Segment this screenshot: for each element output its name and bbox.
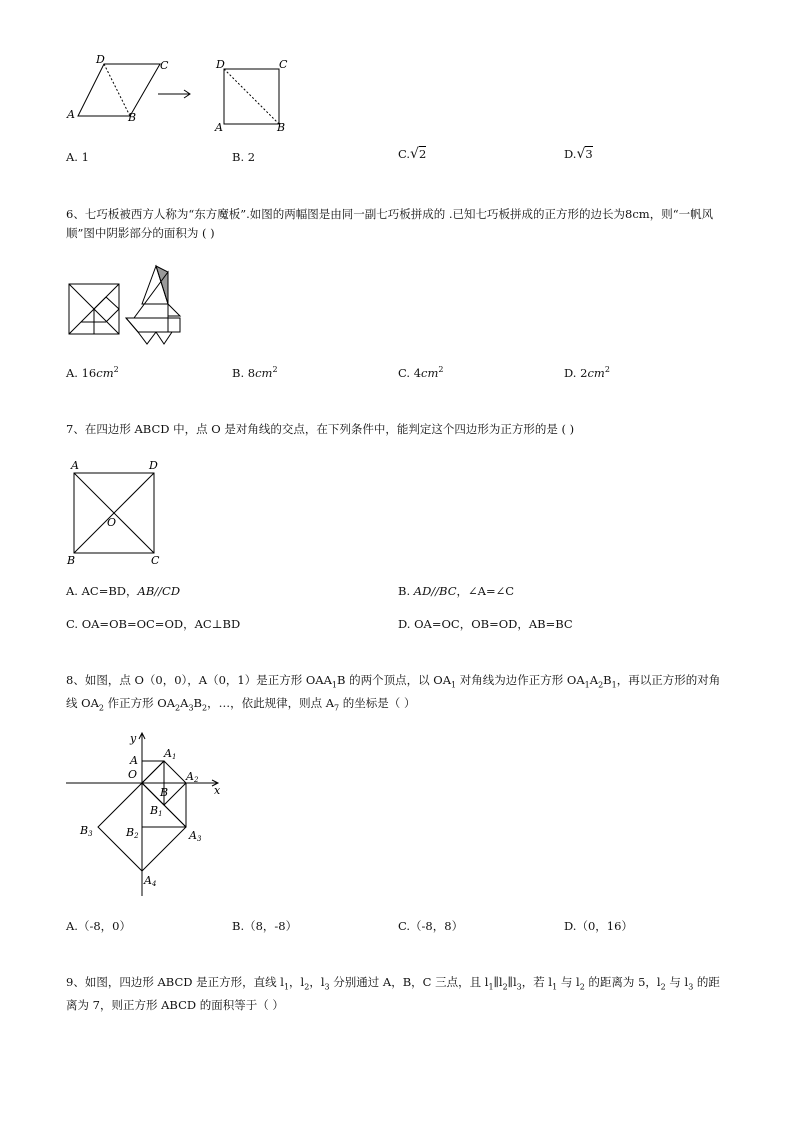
q7-figure: [62, 455, 172, 570]
q5-option-a[interactable]: A. 1: [66, 150, 89, 164]
q8-stem: 8、如图，点 O（0，0），A（0，1）是正方形 $OAA_1B$ 的两个顶点，以 $OA_1$ 对角线为边作正方形 $OA_1A_2B_1$，再以正方形的对角线 $OA_2$ 作正方形 $OA_2A_3B_2$，…，依此规律，则点 $A_7$ 的坐标是（ ）: [66, 673, 721, 713]
svg-text:B: B: [160, 786, 169, 799]
q5-diagonal: [104, 64, 130, 116]
q6-option-d-label: D. 2: [564, 365, 588, 380]
q6-option-b-label: B. 8: [232, 365, 256, 380]
q5-parallelogram: [78, 64, 160, 116]
svg-text:B1: B1: [150, 804, 163, 818]
q5-label-D: D: [96, 53, 105, 66]
q8-figure: [64, 728, 244, 898]
q5-square-diagonal: [224, 69, 279, 124]
q6-option-c[interactable]: C. $4cm^2$: [398, 365, 444, 380]
q5-sq-label-C: C: [279, 58, 288, 71]
q5-sq-label-B: B: [277, 121, 286, 134]
q5-sq-label-D: D: [216, 58, 225, 71]
svg-text:A1: A1: [164, 747, 177, 761]
q8-option-a[interactable]: A.（-8，0）: [66, 919, 131, 933]
q6-figure: [64, 262, 204, 354]
q7-option-d[interactable]: D. OA=OC，OB=OD，AB=BC: [398, 617, 573, 631]
q7-label-A: A: [71, 459, 79, 472]
q5-option-b[interactable]: B. 2: [232, 150, 256, 164]
svg-text:A: A: [130, 754, 138, 767]
q7-option-b[interactable]: B. AD//BC，∠A=∠C: [398, 584, 515, 598]
q6-tangram-square: [69, 284, 119, 334]
svg-text:A3: A3: [189, 829, 202, 843]
q7-label-B: B: [67, 554, 76, 567]
q7-label-D: D: [149, 459, 158, 472]
svg-text:B3: B3: [80, 824, 93, 838]
q5-label-A: A: [67, 108, 75, 121]
q6-option-b[interactable]: B. $8cm^2$: [232, 365, 278, 380]
svg-text:y: y: [130, 732, 137, 745]
q5-option-d-radicand: 3: [585, 147, 593, 161]
q6-option-a-label: A. 16: [66, 365, 97, 380]
q5-label-C: C: [160, 59, 169, 72]
q7-stem: 7、在四边形 ABCD 中，点 O 是对角线的交点，在下列条件中，能判定这个四边形为正方形的是 ( ): [66, 422, 575, 436]
q5-option-c-label: C.: [398, 147, 411, 161]
q7-label-C: C: [151, 554, 160, 567]
q8-option-d[interactable]: D.（0，16）: [564, 919, 633, 933]
svg-text:B2: B2: [126, 826, 139, 840]
q7-option-a-label: A. AC=BD，: [66, 584, 138, 598]
q5-figure: [60, 50, 310, 140]
q5-label-B: B: [128, 111, 137, 124]
q5-square: [224, 69, 279, 124]
svg-text:A4: A4: [144, 874, 157, 888]
q7-option-a[interactable]: A. AC=BD，AB//CD: [66, 584, 181, 598]
q5-option-c[interactable]: C.√2: [398, 146, 427, 162]
q6-option-d[interactable]: D. $2cm^2$: [564, 365, 610, 380]
svg-text:A2: A2: [186, 770, 199, 784]
q8-option-b[interactable]: B.（8，-8）: [232, 919, 298, 933]
q6-sailboat: [126, 266, 180, 344]
q7-option-c[interactable]: C. OA=OB=OC=OD，AC⊥BD: [66, 617, 241, 631]
q6-option-c-label: C. 4: [398, 365, 422, 380]
svg-text:O: O: [128, 768, 138, 781]
svg-text:x: x: [214, 784, 221, 797]
q5-sq-label-A: A: [215, 121, 223, 134]
q8-option-c[interactable]: C.（-8，8）: [398, 919, 464, 933]
q9-stem: 9、如图，四边形 ABCD 是正方形，直线 $l_1$，$l_2$，$l_3$ 分别通过 A，B，C 三点，且 $l_1\parallel l_2\parallel l_3$，若 $l_1$ 与 $l_2$ 的距离为 5，$l_2$ 与 $l_3$ 的距离为 7，则正方形 ABCD 的面积等于（ ）: [66, 975, 720, 1013]
q5-option-d-label: D.: [564, 147, 577, 161]
q7-label-O: O: [107, 516, 117, 529]
q6-option-a[interactable]: A. $16cm^2$: [66, 365, 119, 380]
q5-option-d[interactable]: D.√3: [564, 146, 593, 162]
q6-stem: 6、七巧板被西方人称为“东方魔板”.如图的两幅图是由同一副七巧板拼成的 .已知七巧板拼成的正方形的边长为8cm，则“一帆风顺”图中阴影部分的面积为 ( ): [66, 207, 714, 240]
q5-option-c-radicand: 2: [418, 147, 427, 161]
